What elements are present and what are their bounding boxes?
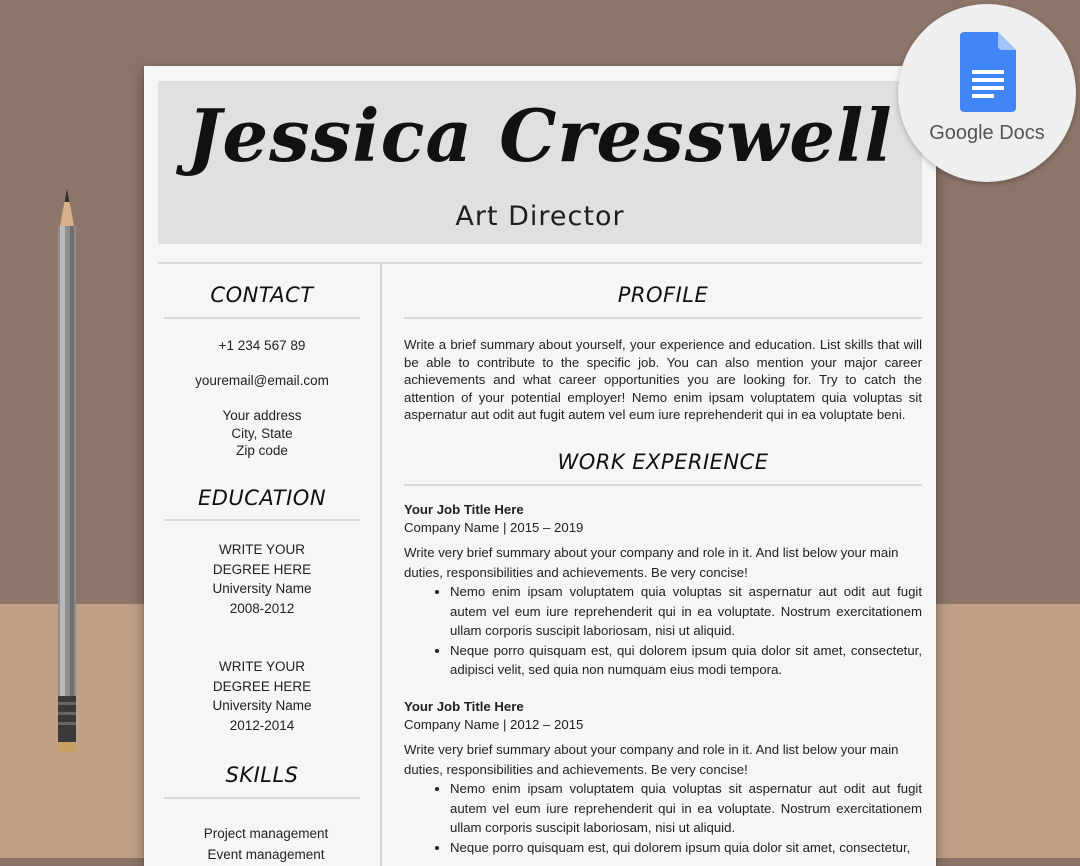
degree-line: WRITE YOUR	[218, 659, 305, 674]
list-item: • Neque porro quisquam est, qui dolorem ipsum quia dolor sit amet, consectetur,	[450, 838, 922, 858]
profile-text: Write a brief summary about yourself, your experience and education. List skills that will be able to contribute to the specific job. You can also mention your major career achievements and what career opportunities you are looking for. Try to catch the attention of your potential employer! Nemo enim ipsam voluptatem quia voluptas sit aspernatur aut odit aut fugit autem vel eum iure reprehenderit qui in ea voluptate beni.	[404, 337, 922, 422]
university-name: University Name	[212, 698, 312, 713]
contact-divider	[164, 317, 360, 319]
resume-page	[144, 66, 936, 866]
education-heading: EDUCATION	[197, 486, 327, 510]
education-divider	[164, 519, 360, 521]
job-company: Company Name | 2015 – 2019	[404, 520, 584, 535]
skill-item: Event management	[207, 846, 325, 862]
contact-phone: +1 234 567 89	[218, 338, 306, 353]
job-title: Your Job Title Here	[404, 699, 524, 714]
skills-heading: SKILLS	[225, 763, 299, 787]
skills-divider	[164, 797, 360, 799]
google-docs-badge	[898, 4, 1076, 182]
pencil-icon	[55, 188, 79, 754]
job-bullets	[404, 779, 922, 857]
job-entry	[404, 501, 922, 680]
list-item: • Nemo enim ipsam voluptatem quia voluptas sit aspernatur aut odit aut fugit autem vel eum iure reprehenderit qui in ea voluptate. Nostrum exercitationem ullam corporis suscipit laboriosam, nisi ut aliquid.	[450, 779, 922, 838]
job-bullets	[404, 582, 922, 680]
address-line: City, State	[231, 425, 293, 441]
education-years: 2008-2012	[229, 600, 295, 616]
work-divider	[404, 484, 922, 486]
job-summary: Write very brief summary about your company and role in it. And list below your main duties, responsibilities and achievements. Be very concise!	[404, 545, 899, 580]
education-years: 2012-2014	[229, 717, 295, 733]
list-item: • Nemo enim ipsam voluptatem quia voluptas sit aspernatur aut odit aut fugit autem vel eum iure reprehenderit qui in ea voluptate. Nostrum exercitationem ullam corporis suscipit laboriosam, nisi ut aliquid.	[450, 582, 922, 641]
education-entry	[164, 540, 360, 618]
resume-name: Jessica Cresswell	[187, 93, 893, 178]
resume-header	[158, 81, 922, 244]
job-title: Your Job Title Here	[404, 502, 524, 517]
column-divider	[380, 264, 382, 866]
google-docs-label: Google Docs	[929, 122, 1045, 144]
address-line: Your address	[222, 408, 302, 423]
profile-heading: PROFILE	[617, 283, 709, 307]
university-name: University Name	[212, 581, 312, 596]
job-summary: Write very brief summary about your company and role in it. And list below your main duties, responsibilities and achievements. Be very concise!	[404, 742, 899, 777]
job-company: Company Name | 2012 – 2015	[404, 717, 584, 732]
resume-role: Art Director	[455, 201, 625, 232]
contact-address	[164, 407, 360, 460]
degree-line: DEGREE HERE	[212, 678, 312, 694]
contact-email: youremail@email.com	[195, 373, 329, 388]
degree-line: WRITE YOUR	[218, 542, 305, 557]
google-docs-icon	[960, 32, 1016, 112]
skill-item: Project management	[203, 826, 329, 841]
list-item: • Neque porro quisquam est, qui dolorem ipsum quia dolor sit amet, consectetur, adipisci velit, sed quia non numquam eius modi tempora.	[450, 641, 922, 680]
profile-divider	[404, 317, 922, 319]
address-line: Zip code	[236, 443, 288, 458]
degree-line: DEGREE HERE	[212, 561, 312, 577]
contact-heading: CONTACT	[210, 283, 314, 307]
work-heading: WORK EXPERIENCE	[557, 450, 769, 474]
header-divider	[158, 262, 922, 264]
education-entry	[164, 657, 360, 735]
skills-list	[168, 824, 364, 864]
job-entry	[404, 698, 922, 857]
